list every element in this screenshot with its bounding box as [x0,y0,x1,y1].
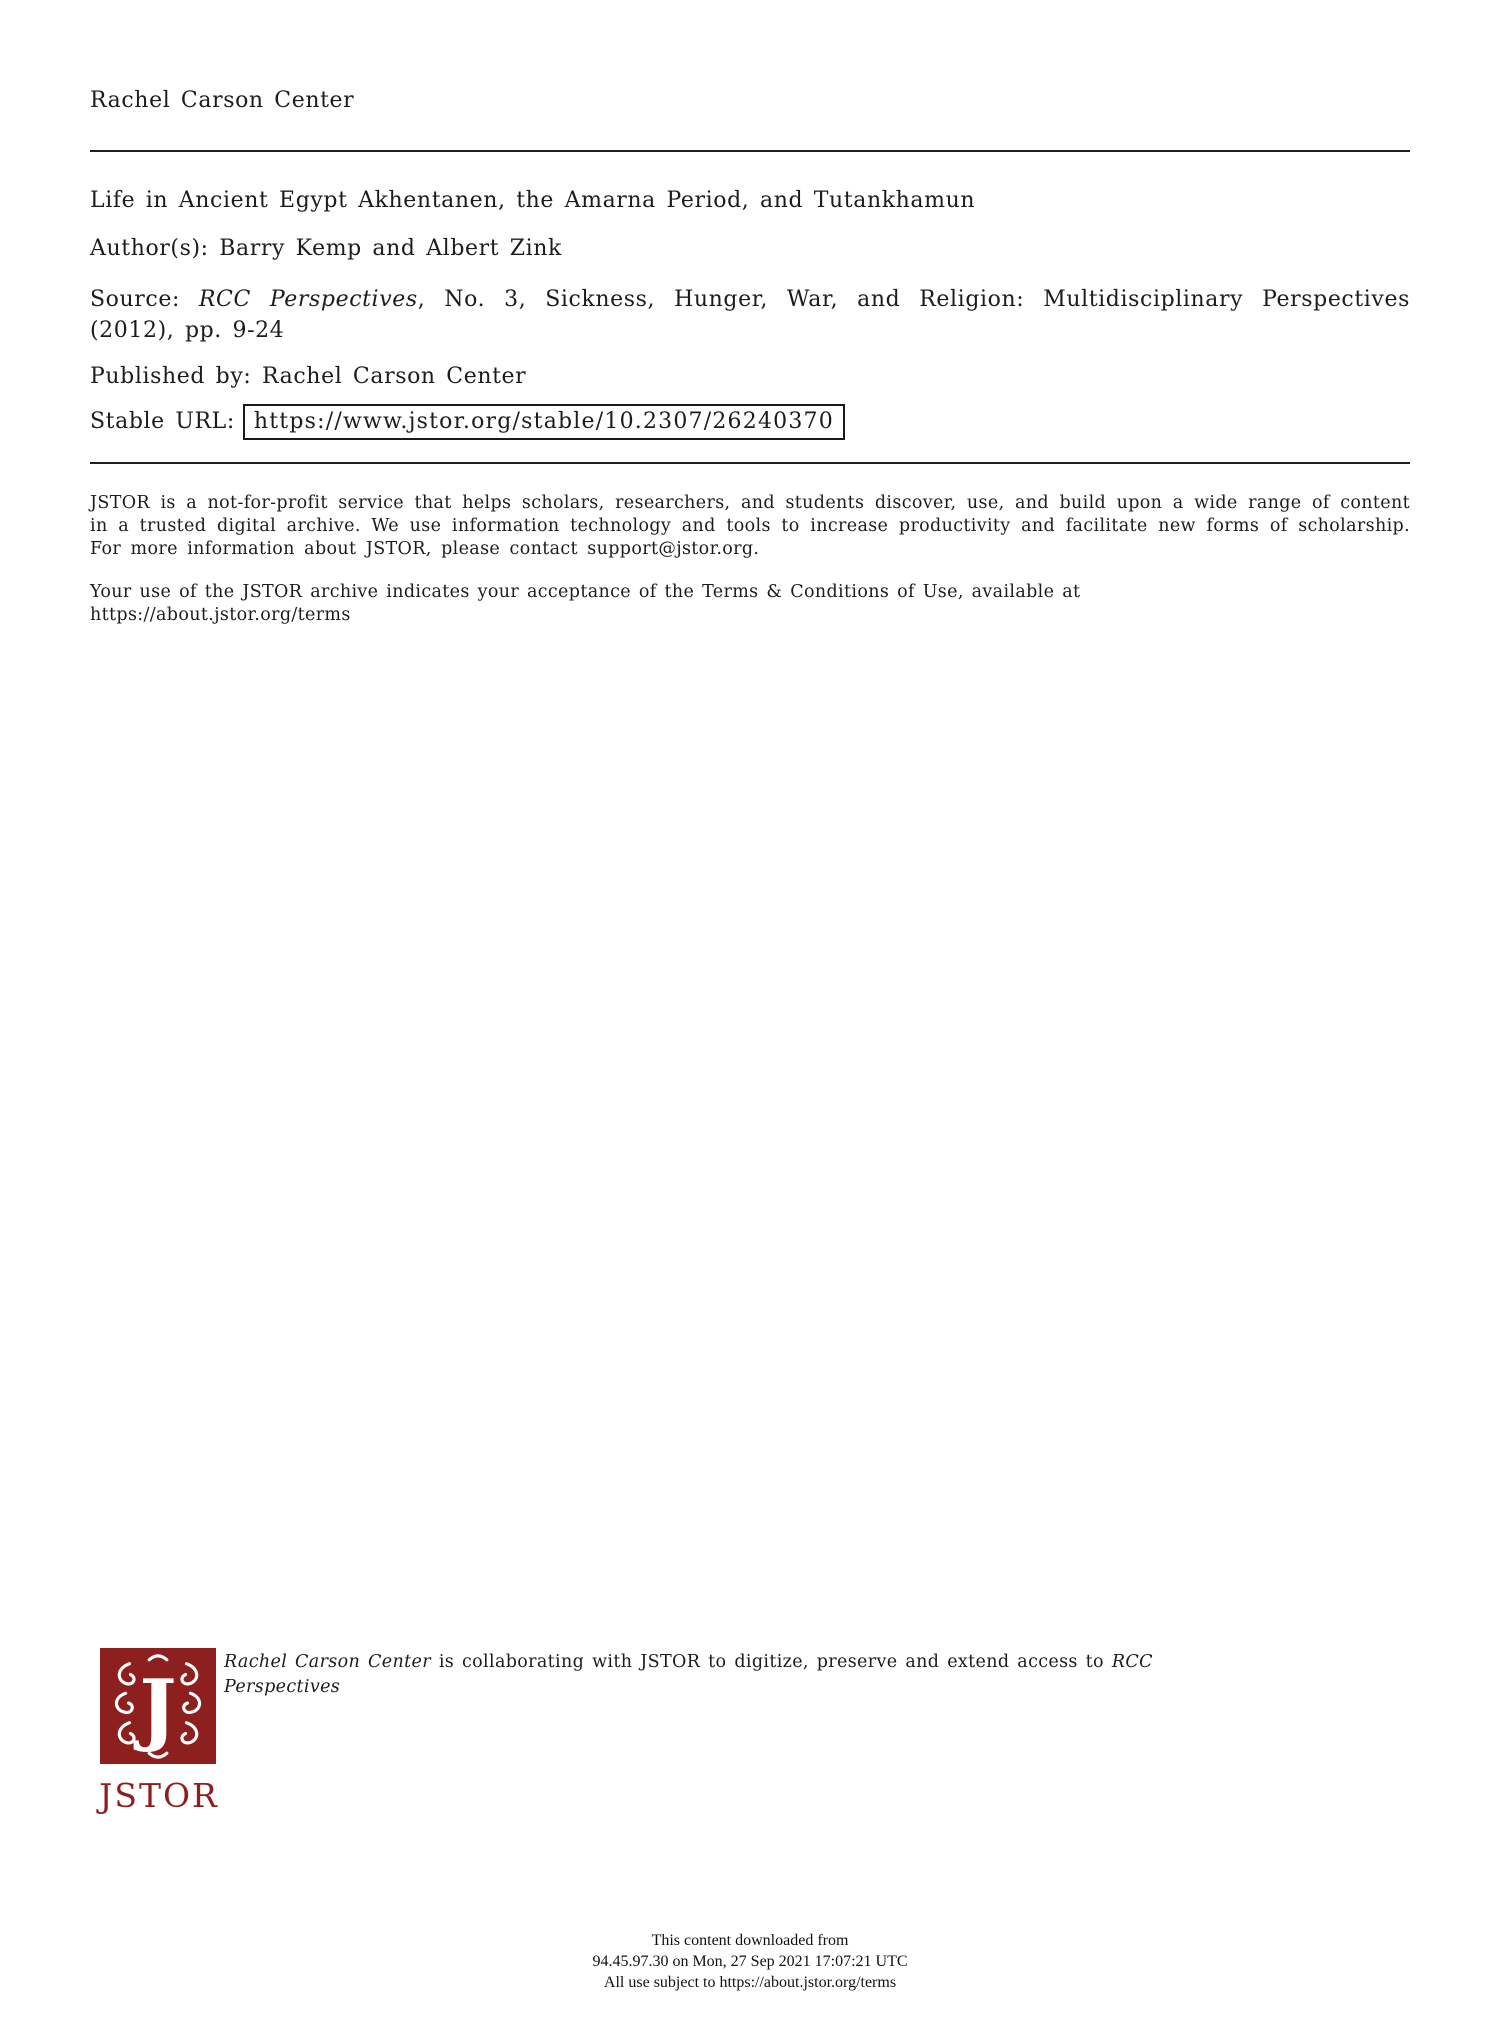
jstor-wordmark: JSTOR [99,1776,219,1815]
article-authors: Author(s): Barry Kemp and Albert Zink [90,236,562,261]
footer-line-2: 94.45.97.30 on Mon, 27 Sep 2021 17:07:21 UTC [592,1953,908,1970]
source-journal: RCC Perspectives [198,287,418,312]
source-detail: , No. 3, Sickness, Hunger, War, and Religion: Multidisciplinary Perspectives (2012), pp. 9-24 [90,287,1410,343]
terms-text: Your use of the JSTOR archive indicates your acceptance of the Terms & Conditions of Use, available at [90,582,1081,602]
published-by: Published by: Rachel Carson Center [90,364,527,389]
collaboration-text: is collaborating with JSTOR to digitize, preserve and extend access to [430,1652,1112,1672]
terms-note [90,581,1410,627]
stable-url-label: Stable URL: [90,409,235,434]
institution-name: Rachel Carson Center [90,88,355,113]
footer-line-3: All use subject to https://about.jstor.org/terms [603,1974,897,1991]
top-divider [90,150,1410,152]
article-source [90,284,1410,346]
article-title: Life in Ancient Egypt Akhentanen, the Amarna Period, and Tutankhamun [90,188,976,213]
collaboration-note [224,1650,1204,1700]
collaboration-partner: Rachel Carson Center [224,1652,431,1672]
mid-divider [90,462,1410,464]
jstor-blurb: JSTOR is a not-for-profit service that helps scholars, researchers, and students discover, use, and build upon a wide range of content in a trusted digital archive. We use information technology and tools to increase productivity and facilitate new forms of scholarship. For more information about JSTOR, please contact support@jstor.org. [90,493,1410,559]
jstor-logo [100,1648,216,1764]
collaboration-journal: RCC Perspectives [224,1652,1153,1697]
stable-url-link[interactable]: https://www.jstor.org/stable/10.2307/26240370 [243,404,845,440]
stable-url-row [90,404,1410,440]
terms-url-link[interactable]: https://about.jstor.org/terms [90,605,351,625]
footer-line-1: This content downloaded from [651,1932,849,1949]
jstor-logo-letter: J [139,1661,177,1755]
download-footer [0,1930,1500,1993]
source-label: Source: [90,287,199,312]
